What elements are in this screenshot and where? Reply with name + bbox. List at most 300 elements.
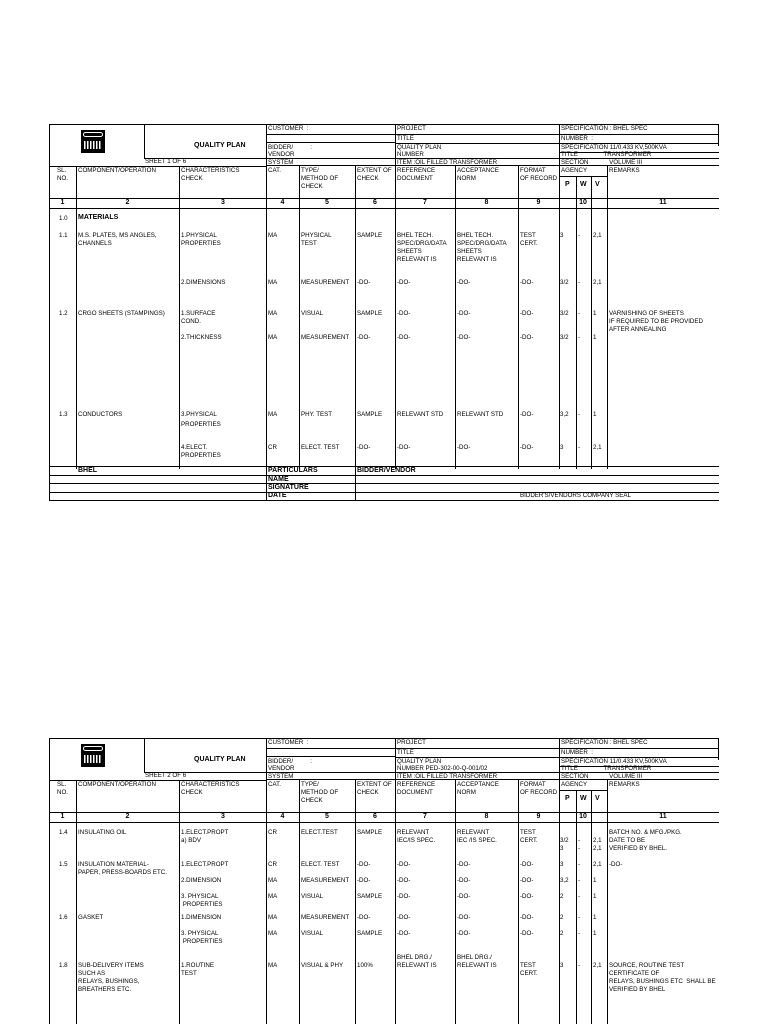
footer-bidder: BIDDER/VENDOR — [357, 467, 416, 474]
spec-label: SPECIFICATION : BHEL SPEC — [561, 125, 648, 132]
row-type: TEST — [301, 240, 317, 247]
header-agency: AGENCY — [561, 167, 588, 174]
row-reference: RELEVANT IS — [397, 962, 437, 969]
row-format: -DO- — [520, 334, 534, 341]
column-number: 11 — [659, 199, 667, 206]
bhel-logo-icon — [81, 130, 105, 153]
row-characteristic: TEST — [181, 970, 197, 977]
rule — [144, 124, 145, 158]
row-acceptance: IEC /IS SPEC. — [457, 837, 497, 844]
header-type: TYPE/ — [301, 167, 319, 174]
header-p: P — [565, 181, 570, 188]
row-acceptance: -DO- — [457, 893, 471, 900]
row-w: - — [578, 877, 581, 884]
row-acceptance: -DO- — [457, 861, 471, 868]
rule — [49, 208, 719, 209]
column-number: 6 — [373, 813, 377, 820]
footer-particulars: PARTICULARS — [268, 467, 318, 474]
row-characteristic: 2.DIMENSIONS — [181, 279, 226, 286]
header-remarks: REMARKS — [609, 781, 640, 788]
row-v: 1 — [593, 334, 597, 341]
header-cat: CAT. — [268, 167, 281, 174]
row-characteristic: 3.PHYSICAL — [181, 411, 217, 418]
footer-seal: BIDDER'S/VENDORS COMPANY SEAL — [520, 492, 631, 499]
row-w: - — [578, 861, 581, 868]
row-reference: SHEETS — [397, 248, 422, 255]
header-sl: SL. — [57, 167, 67, 174]
column-number: 8 — [484, 199, 489, 206]
row-type: PHY. TEST — [301, 411, 333, 418]
rule — [455, 166, 456, 469]
row-characteristic: 2.DIMENSION — [181, 877, 222, 884]
vendor-label: VENDOR — [268, 765, 295, 772]
row-v: 2,1 — [593, 837, 602, 844]
header-component: COMPONENT/OPERATION — [78, 781, 156, 788]
column-number: 5 — [325, 813, 329, 820]
row-p: 3,2 — [560, 877, 569, 884]
header-no: NO. — [57, 175, 69, 182]
row-acceptance: SPEC/DRG/DATA — [457, 240, 507, 247]
column-number: 4 — [280, 199, 285, 206]
rule — [49, 124, 50, 501]
row-format: -DO- — [520, 914, 534, 921]
project-label: PROJECT — [397, 739, 426, 746]
header-sl: SL. — [57, 781, 67, 788]
row-sl: 1.6 — [59, 914, 68, 921]
row-cat: MA — [268, 279, 278, 286]
rule — [576, 176, 577, 469]
row-v: 1 — [593, 914, 597, 921]
row-cat: MA — [268, 930, 278, 937]
sheet-label: SHEET 2 OF 6 — [145, 772, 187, 779]
row-type: MEASUREMENT — [301, 877, 350, 884]
rule — [266, 738, 267, 1024]
footer-bhel: BHEL — [78, 467, 98, 474]
row-type: MEASUREMENT — [301, 914, 350, 921]
row-format: -DO- — [520, 861, 534, 868]
rule — [49, 822, 719, 823]
row-type: VISUAL — [301, 930, 324, 937]
column-number: 5 — [325, 199, 329, 206]
qp-number-label: QUALITY PLAN — [397, 144, 442, 151]
row-acceptance: RELEVANT IS — [457, 962, 497, 969]
item-label: ITEM :OIL FILLED TRANSFORMER — [397, 159, 498, 166]
row-type: VISUAL — [301, 310, 324, 317]
spec-title-label: SPECIFICATION 11/0.433 KV,500KVA — [561, 144, 667, 151]
row-v: 2,1 — [593, 962, 602, 969]
row-extent: SAMPLE — [357, 930, 383, 937]
row-w: - — [578, 845, 581, 852]
row-p: 3/2 — [560, 279, 569, 286]
rule — [559, 176, 607, 177]
row-reference: IEC/IS SPEC. — [397, 837, 436, 844]
row-component: GASKET — [78, 914, 104, 921]
section-label: SECTION VOLUME III — [561, 159, 643, 166]
row-format: TEST — [520, 232, 536, 239]
row-w: - — [578, 914, 581, 921]
rule — [591, 790, 592, 1024]
header-method: METHOD OF — [301, 789, 339, 796]
row-cat: MA — [268, 877, 278, 884]
row-component: BREATHERS ETC. — [78, 986, 132, 993]
row-sl: 1.5 — [59, 861, 68, 868]
row-v: 2,1 — [593, 444, 602, 451]
bidder-label: BIDDER/ : — [268, 758, 313, 765]
header-no: NO. — [57, 789, 69, 796]
system-label: SYSTEM — [268, 773, 294, 780]
spec-title-label-2: TITLE TRANSFORMER — [561, 151, 652, 158]
row-characteristic: COND. — [181, 318, 201, 325]
row-component: MATERIALS — [78, 214, 119, 221]
row-extent: -DO- — [357, 914, 371, 921]
row-characteristic: 1.DIMENSION — [181, 914, 222, 921]
row-w: - — [578, 334, 581, 341]
row-acceptance: -DO- — [457, 444, 471, 451]
row-cat: MA — [268, 334, 278, 341]
row-component: INSULATION MATERIAL- — [78, 861, 149, 868]
row-cat: MA — [268, 893, 278, 900]
row-characteristic: 1.ELECT.PROPT — [181, 861, 229, 868]
header-method: METHOD OF — [301, 175, 339, 182]
row-reference: -DO- — [397, 279, 411, 286]
row-type: ELECT.TEST — [301, 829, 338, 836]
rule — [395, 166, 396, 469]
system-label: SYSTEM — [268, 159, 294, 166]
header-characteristics: CHARACTERISTICS — [181, 781, 240, 788]
row-remarks: VERIFIED BY BHEL — [609, 986, 666, 993]
column-number: 6 — [373, 199, 377, 206]
row-p: 3 — [560, 444, 564, 451]
row-reference: -DO- — [397, 914, 411, 921]
row-component: RELAYS, BUSHINGS, — [78, 978, 140, 985]
row-reference: SPEC/DRG/DATA — [397, 240, 447, 247]
header-of-record: OF RECORD — [520, 789, 558, 796]
row-v: 2,1 — [593, 232, 602, 239]
header-of-record: OF RECORD — [520, 175, 558, 182]
row-extent: -DO- — [357, 444, 371, 451]
row-w: - — [578, 232, 581, 239]
header-v: V — [595, 795, 600, 802]
row-type: MEASUREMENT — [301, 334, 350, 341]
row-type: PHYSICAL — [301, 232, 332, 239]
row-v: 1 — [593, 893, 597, 900]
row-characteristic: 1.ROUTINE — [181, 962, 215, 969]
header-reference: REFERENCE — [397, 781, 436, 788]
rule — [266, 756, 395, 757]
header-v: V — [595, 181, 600, 188]
header-remarks: REMARKS — [609, 167, 640, 174]
row-p: 2 — [560, 893, 564, 900]
row-acceptance: -DO- — [457, 914, 471, 921]
header-acceptance: ACCEPTANCE — [457, 167, 499, 174]
row-characteristic: PROPERTIES — [181, 240, 221, 247]
rule — [49, 475, 719, 476]
header-characteristics: CHARACTERISTICS — [181, 167, 240, 174]
row-characteristic: 1.ELECT.PROPT — [181, 829, 229, 836]
row-component: SUCH AS — [78, 970, 106, 977]
row-format: -DO- — [520, 279, 534, 286]
row-format: -DO- — [520, 930, 534, 937]
row-remarks: CERTIFICATE OF — [609, 970, 660, 977]
column-number: 1 — [60, 813, 65, 820]
row-acceptance: -DO- — [457, 279, 471, 286]
row-remarks: VARNISHING OF SHEETS — [609, 310, 684, 317]
header-type-check: CHECK — [301, 797, 323, 804]
header-p: P — [565, 795, 570, 802]
row-component: M.S. PLATES, MS ANGLES, — [78, 232, 157, 239]
row-v: 2,1 — [593, 279, 602, 286]
row-reference: RELEVANT — [397, 829, 430, 836]
column-number: 4 — [280, 813, 285, 820]
header-cat: CAT. — [268, 781, 281, 788]
row-characteristic: PROPERTIES — [181, 421, 221, 428]
header-acceptance: ACCEPTANCE — [457, 781, 499, 788]
row-v: 2,1 — [593, 861, 602, 868]
row-sl: 1.3 — [59, 411, 68, 418]
rule — [518, 166, 519, 469]
row-format: TEST — [520, 962, 536, 969]
row-remarks: DATE TO BE — [609, 837, 646, 844]
title-label: TITLE — [397, 749, 414, 756]
header-type: TYPE/ — [301, 781, 319, 788]
row-cat: MA — [268, 232, 278, 239]
row-acceptance: -DO- — [457, 877, 471, 884]
sheet-label: SHEET 1 OF 6 — [145, 158, 187, 165]
rule — [299, 166, 300, 469]
row-w: - — [578, 310, 581, 317]
rule — [559, 790, 607, 791]
footer-signature: SIGNATURE — [268, 484, 309, 491]
rule — [395, 757, 719, 758]
row-reference: -DO- — [397, 444, 411, 451]
header-w: W — [580, 181, 587, 188]
header-type-check: CHECK — [301, 183, 323, 190]
number-label: NUMBER — [397, 151, 424, 158]
row-reference: BHEL TECH. — [397, 232, 434, 239]
row-type: ELECT. TEST — [301, 444, 340, 451]
header-extent: EXTENT OF — [357, 167, 392, 174]
row-p: 3/2 — [560, 837, 569, 844]
row-w: - — [578, 411, 581, 418]
row-format: -DO- — [520, 411, 534, 418]
row-reference: -DO- — [397, 310, 411, 317]
row-format: CERT. — [520, 240, 538, 247]
row-remarks: SOURCE, ROUTINE TEST — [609, 962, 685, 969]
row-format: TEST — [520, 829, 536, 836]
row-format: CERT. — [520, 837, 538, 844]
column-number: 11 — [659, 813, 667, 820]
row-w: - — [578, 444, 581, 451]
qp-number-label: QUALITY PLAN — [397, 758, 442, 765]
header-extent-check: CHECK — [357, 175, 379, 182]
row-acceptance: -DO- — [457, 310, 471, 317]
row-reference: RELEVANT STD — [397, 411, 444, 418]
header-norm: NORM — [457, 175, 476, 182]
row-cat: CR — [268, 829, 277, 836]
section-label: SECTION VOLUME III — [561, 773, 643, 780]
row-p: 2 — [560, 930, 564, 937]
row-cat: MA — [268, 914, 278, 921]
row-cat: CR — [268, 444, 277, 451]
row-p: 3 — [560, 845, 564, 852]
header-document: DOCUMENT — [397, 789, 433, 796]
header-norm: NORM — [457, 789, 476, 796]
row-type: ELECT. TEST — [301, 861, 340, 868]
row-p: 3 — [560, 861, 564, 868]
column-number: 1 — [60, 199, 65, 206]
spec-label: SPECIFICATION : BHEL SPEC — [561, 739, 648, 746]
row-p: 3 — [560, 962, 564, 969]
item-label: ITEM :OIL FILLED TRANSFORMER — [397, 773, 498, 780]
row-cat: MA — [268, 962, 278, 969]
header-reference: REFERENCE — [397, 167, 436, 174]
row-w: - — [578, 893, 581, 900]
number-label: NUMBER PED-302-00-Q-001/02 — [397, 765, 488, 772]
row-remarks: BATCH NO. & MFG./PKG. — [609, 829, 682, 836]
row-type: MEASUREMENT — [301, 279, 350, 286]
rule — [49, 483, 719, 484]
row-extent: SAMPLE — [357, 232, 383, 239]
row-w: - — [578, 962, 581, 969]
row-p: 3/2 — [560, 334, 569, 341]
rule — [76, 166, 77, 469]
customer-label: CUSTOMER : — [268, 739, 309, 746]
row-extent: SAMPLE — [357, 829, 383, 836]
rule — [144, 738, 145, 772]
row-format: -DO- — [520, 893, 534, 900]
row-extent: SAMPLE — [357, 310, 383, 317]
row-sl: 1.1 — [59, 232, 68, 239]
column-number: 2 — [125, 199, 130, 206]
row-reference: -DO- — [397, 893, 411, 900]
header-check: CHECK — [181, 175, 203, 182]
rule — [266, 134, 719, 135]
header-format: FORMAT — [520, 167, 546, 174]
row-extent: -DO- — [357, 334, 371, 341]
title-label: TITLE — [397, 135, 414, 142]
rule — [266, 124, 267, 501]
row-format: -DO- — [520, 310, 534, 317]
column-number: 9 — [536, 813, 541, 820]
customer-label: CUSTOMER : — [268, 125, 309, 132]
row-characteristic: 3. PHYSICAL — [181, 930, 219, 937]
row-extent: SAMPLE — [357, 411, 383, 418]
rule — [49, 500, 719, 501]
header-agency: AGENCY — [561, 781, 588, 788]
rule — [607, 166, 608, 469]
header-document: DOCUMENT — [397, 175, 433, 182]
row-component: INSULATING OIL — [78, 829, 127, 836]
rule — [266, 142, 395, 143]
rule — [395, 738, 396, 1024]
row-extent: -DO- — [357, 877, 371, 884]
rule — [576, 790, 577, 1024]
row-characteristic: PROPERTIES — [181, 938, 223, 945]
row-p: 3/2 — [560, 310, 569, 317]
row-acceptance: SHEETS — [457, 248, 482, 255]
column-number: 10 — [579, 199, 587, 206]
spec-number-label: NUMBER : — [561, 749, 593, 756]
rule — [355, 166, 356, 469]
row-v: 1 — [593, 877, 597, 884]
column-number: 10 — [579, 813, 587, 820]
header-extent-check: CHECK — [357, 789, 379, 796]
spec-title-label: SPECIFICATION 11/0.433 KV,500KVA — [561, 758, 667, 765]
row-format: -DO- — [520, 444, 534, 451]
row-remarks: VERIFIED BY BHEL. — [609, 845, 667, 852]
row-extent: -DO- — [357, 279, 371, 286]
row-sl: 1.8 — [59, 962, 68, 969]
row-reference: -DO- — [397, 930, 411, 937]
row-format: -DO- — [520, 877, 534, 884]
footer-name: NAME — [268, 476, 289, 483]
header-component: COMPONENT/OPERATION — [78, 167, 156, 174]
row-remarks: IF REQUIRED TO BE PROVIDED — [609, 318, 703, 325]
row-characteristic: 3. PHYSICAL — [181, 893, 219, 900]
row-sl: 1.4 — [59, 829, 68, 836]
header-format: FORMAT — [520, 781, 546, 788]
column-number: 9 — [536, 199, 541, 206]
row-characteristic: 4.ELECT. — [181, 444, 208, 451]
row-reference: -DO- — [397, 877, 411, 884]
header-w: W — [580, 795, 587, 802]
row-sl: 1.2 — [59, 310, 68, 317]
row-reference: -DO- — [397, 861, 411, 868]
row-remarks: RELAYS, BUSHINGS ETC SHALL BE — [609, 978, 716, 985]
row-reference: -DO- — [397, 334, 411, 341]
row-component: CONDUCTORS — [78, 411, 123, 418]
rule — [591, 176, 592, 469]
row-reference: RELEVANT IS — [397, 256, 437, 263]
row-type: VISUAL — [301, 893, 324, 900]
row-type: VISUAL & PHY — [301, 962, 344, 969]
row-p: 2 — [560, 914, 564, 921]
rule — [179, 166, 180, 469]
project-label: PROJECT — [397, 125, 426, 132]
column-number: 7 — [423, 813, 427, 820]
row-characteristic: 1.PHYSICAL — [181, 232, 217, 239]
row-characteristic: 1.SURFACE — [181, 310, 216, 317]
bidder-label: BIDDER/ : — [268, 144, 313, 151]
row-v: 1 — [593, 310, 597, 317]
rule — [266, 748, 719, 749]
row-w: - — [578, 837, 581, 844]
row-remarks: -DO- — [609, 861, 623, 868]
row-format: CERT. — [520, 970, 538, 977]
quality-plan-label: QUALITY PLAN — [194, 756, 246, 763]
row-characteristic: PROPERTIES — [181, 901, 223, 908]
vendor-label: VENDOR — [268, 151, 295, 158]
row-sl: 1.0 — [59, 215, 68, 222]
quality-plan-sheet-2 — [49, 738, 719, 1024]
row-acceptance: RELEVANT IS — [457, 256, 497, 263]
footer-date: DATE — [268, 492, 287, 499]
row-v: 2,1 — [593, 845, 602, 852]
row-v: 1 — [593, 411, 597, 418]
row-cat: CR — [268, 861, 277, 868]
row-acceptance: RELEVANT — [457, 829, 490, 836]
row-extent: -DO- — [357, 861, 371, 868]
column-number: 2 — [125, 813, 130, 820]
row-acceptance: BHEL TECH. — [457, 232, 494, 239]
spec-number-label: NUMBER : — [561, 135, 593, 142]
row-acceptance: BHEL DRG./ — [457, 954, 492, 961]
quality-plan-sheet-1 — [49, 124, 719, 502]
row-acceptance: RELEVANT STD — [457, 411, 504, 418]
row-extent: 100% — [357, 962, 373, 969]
row-p: 3,2 — [560, 411, 569, 418]
row-characteristic: PROPERTIES — [181, 452, 221, 459]
